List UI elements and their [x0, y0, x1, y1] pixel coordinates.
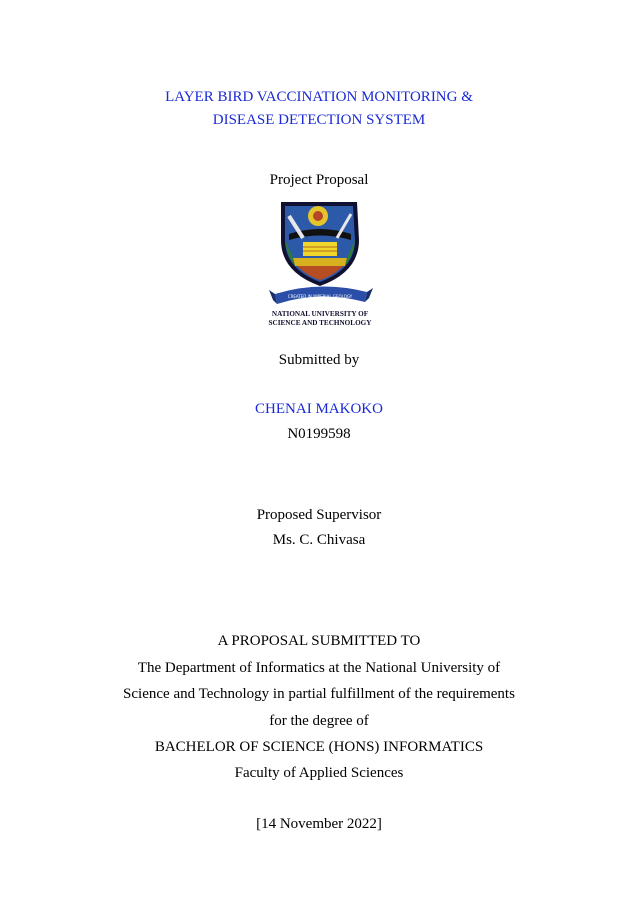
statement-line-3: Science and Technology in partial fulfillment of the requirements — [123, 686, 515, 702]
student-id: N0199598 — [287, 426, 351, 442]
statement-line-2: The Department of Informatics at the National University of — [137, 660, 501, 676]
student-name: CHENAI MAKOKO — [255, 401, 383, 417]
document-type: Project Proposal — [269, 172, 369, 188]
university-name-line-2: SCIENCE AND TECHNOLOGY — [268, 319, 372, 327]
university-crest-icon — [263, 190, 377, 332]
ribbon-text: CREATED IN IMPERIAL GEOLOGY — [287, 294, 353, 299]
statement-line-1: A PROPOSAL SUBMITTED TO — [217, 633, 421, 649]
supervisor-name: Ms. C. Chivasa — [272, 532, 366, 548]
title-line-1: LAYER BIRD VACCINATION MONITORING & — [165, 89, 473, 105]
university-name-line-1: NATIONAL UNIVERSITY OF — [271, 310, 369, 318]
proposal-date: [14 November 2022] — [256, 816, 382, 832]
submitted-by-label: Submitted by — [278, 352, 360, 368]
title-line-2: DISEASE DETECTION SYSTEM — [212, 112, 426, 128]
statement-line-4: for the degree of — [269, 713, 369, 729]
statement-line-5: BACHELOR OF SCIENCE (HONS) INFORMATICS — [154, 739, 484, 755]
supervisor-label: Proposed Supervisor — [256, 507, 382, 523]
statement-line-6: Faculty of Applied Sciences — [234, 765, 404, 781]
